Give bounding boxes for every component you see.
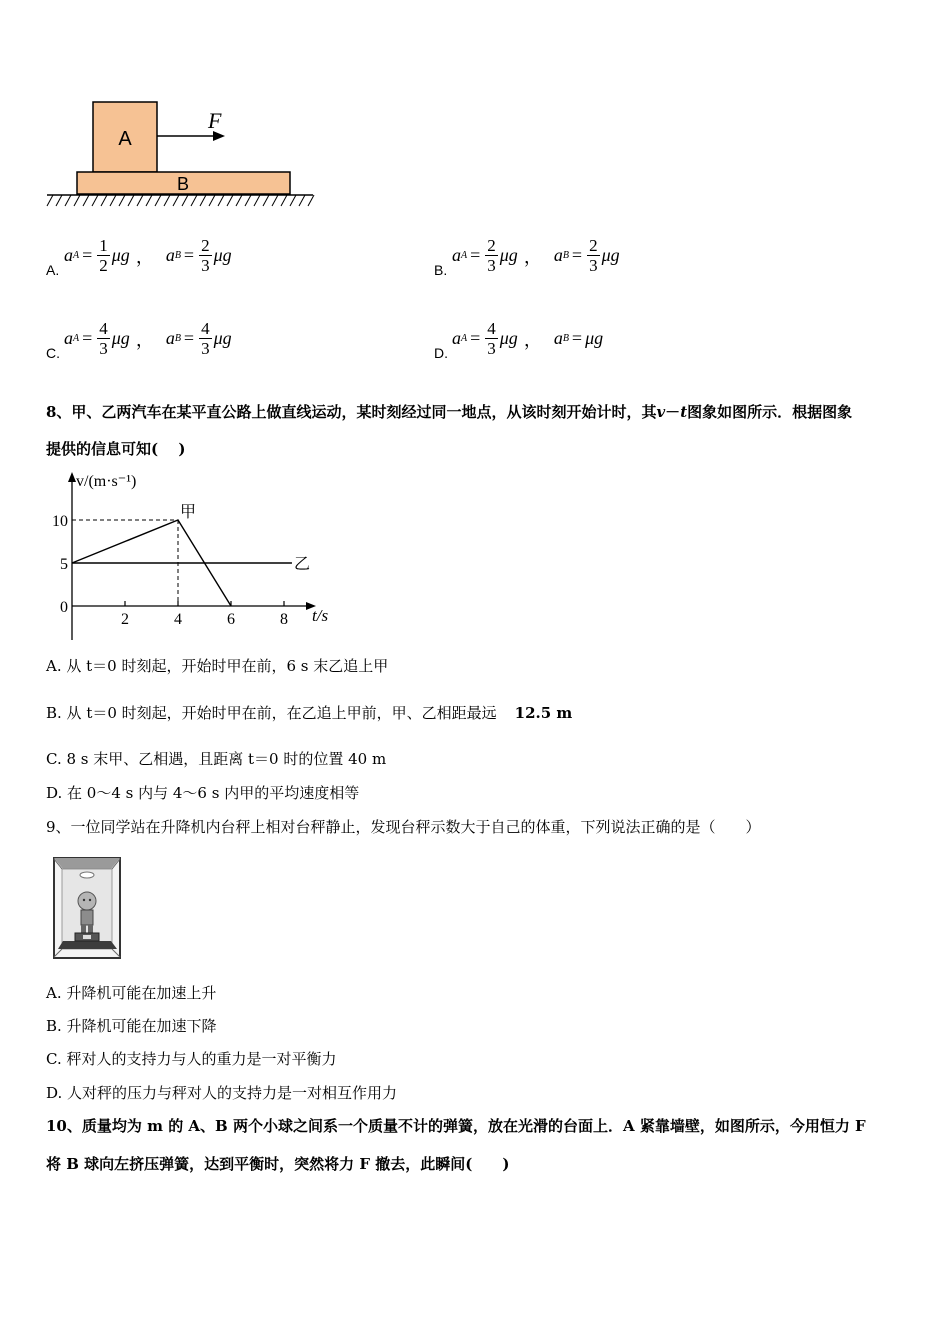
symbol-a: a	[165, 245, 175, 265]
equals-sign: =	[183, 328, 195, 348]
block-b-label: B	[176, 174, 190, 194]
equals-sign: =	[470, 328, 481, 348]
symbol-a: a	[452, 245, 461, 265]
x-tick-label: 6	[227, 611, 235, 628]
q8-stem-line1: 8、甲、乙两汽车在某平直公路上做直线运动，某时刻经过同一地点，从该时刻开始计时，其v－t图象如图所示．根据图象	[46, 403, 853, 421]
equals-sign: =	[82, 245, 93, 265]
force-diagram	[45, 100, 320, 212]
subscript-b: B	[562, 250, 569, 261]
q10-stem-line2: 将 B 球向左挤压弹簧，达到平衡时，突然将力 F 撤去，此瞬间( )	[46, 1155, 510, 1173]
q8-option-b[interactable]	[46, 703, 572, 723]
q9-option-c[interactable]: C. 秤对人的支持力与人的重力是一对平衡力	[46, 1050, 337, 1068]
equals-sign: =	[571, 328, 583, 348]
y-tick-label: 5	[60, 556, 68, 573]
subscript-b: B	[174, 250, 181, 261]
mu-g: μg	[499, 245, 518, 265]
q7-option-c-label[interactable]: C.	[46, 345, 60, 361]
subscript-a: A	[461, 250, 468, 261]
mu-g: μg	[111, 245, 130, 265]
elevator-scale-illustration	[53, 857, 121, 959]
subscript-a: A	[73, 333, 80, 344]
subscript-b: B	[562, 333, 569, 344]
fraction: $\frac{4}{3}$	[201, 319, 210, 358]
separator: ，	[523, 246, 542, 267]
separator: ，	[135, 329, 154, 350]
fraction: $\frac{4}{3}$	[99, 319, 108, 358]
symbol-a: a	[553, 328, 563, 348]
q9-option-a[interactable]: A. 升降机可能在加速上升	[46, 984, 217, 1002]
x-axis-label: t/s	[312, 606, 329, 625]
q8-option-b-text: B. 从 t＝0 时刻起，开始时甲在前，在乙追上甲前，甲、乙相距最远	[46, 704, 497, 722]
q7-option-a-formula[interactable]	[64, 236, 232, 275]
x-tick-label: 8	[280, 611, 288, 628]
ground-hatching	[47, 195, 314, 206]
subscript-a: A	[461, 333, 468, 344]
q8-option-d[interactable]: D. 在 0～4 s 内与 4～6 s 内甲的平均速度相等	[46, 784, 360, 802]
mu-g: μg	[585, 328, 604, 348]
q7-option-d-label[interactable]: D.	[434, 345, 448, 361]
q10-stem-line1: 10、质量均为 m 的 A、B 两个小球之间系一个质量不计的弹簧，放在光滑的台面上．A 紧靠墙壁，如图所示，今用恒力 F	[46, 1117, 866, 1135]
q9-stem: 9、一位同学站在升降机内台秤上相对台秤静止，发现台秤示数大于自己的体重，下列说法正确的是（ ）	[46, 818, 761, 836]
mu-g: μg	[213, 328, 232, 348]
y-tick-label: 10	[52, 513, 68, 530]
block-a-label: A	[118, 128, 132, 150]
q7-option-b-label[interactable]: B.	[434, 262, 448, 278]
q8-option-a[interactable]: A. 从 t＝0 时刻起，开始时甲在前，6 s 末乙追上甲	[46, 657, 389, 675]
symbol-a: a	[64, 245, 73, 265]
q8-stem-line2: 提供的信息可知( )	[46, 440, 186, 458]
q9-option-d[interactable]: D. 人对秤的压力与秤对人的支持力是一对相互作用力	[46, 1084, 398, 1102]
y-axis-label: v/(m·s⁻¹)	[76, 473, 137, 490]
separator: ，	[523, 329, 542, 350]
q7-option-d-formula[interactable]	[452, 319, 603, 358]
equals-sign: =	[82, 328, 93, 348]
mu-g: μg	[499, 328, 518, 348]
equals-sign: =	[183, 245, 195, 265]
q8-option-b-distance: 12.5 m	[514, 704, 573, 722]
fraction: $\frac{2}{3}$	[201, 236, 210, 275]
symbol-a: a	[64, 328, 73, 348]
subscript-b: B	[174, 333, 181, 344]
x-tick-label: 2	[121, 611, 129, 628]
q7-option-b-formula[interactable]	[452, 236, 620, 275]
subscript-a: A	[73, 250, 80, 261]
separator: ，	[135, 246, 154, 267]
series-label-jia: 甲	[180, 502, 197, 521]
x-tick-label: 4	[174, 611, 182, 628]
fraction: $\frac{1}{2}$	[99, 236, 108, 275]
y-tick-label: 0	[60, 599, 68, 616]
q8-option-c[interactable]: C. 8 s 末甲、乙相遇，且距离 t＝0 时的位置 40 m	[46, 750, 387, 768]
force-label: F	[208, 108, 222, 133]
symbol-a: a	[452, 328, 461, 348]
equals-sign: =	[470, 245, 481, 265]
symbol-a: a	[165, 328, 175, 348]
q7-option-a-label[interactable]: A.	[46, 262, 60, 278]
mu-g: μg	[213, 245, 232, 265]
q7-option-c-formula[interactable]	[64, 319, 232, 358]
fraction: $\frac{2}{3}$	[589, 236, 598, 275]
mu-g: μg	[601, 245, 620, 265]
series-label-yi: 乙	[293, 554, 310, 573]
y-axis-arrow	[68, 472, 76, 482]
q9-option-b[interactable]: B. 升降机可能在加速下降	[46, 1017, 217, 1035]
fraction: $\frac{2}{3}$	[487, 236, 496, 275]
equals-sign: =	[571, 245, 583, 265]
fraction: $\frac{4}{3}$	[487, 319, 496, 358]
mu-g: μg	[111, 328, 130, 348]
vt-chart	[40, 468, 340, 644]
symbol-a: a	[553, 245, 563, 265]
